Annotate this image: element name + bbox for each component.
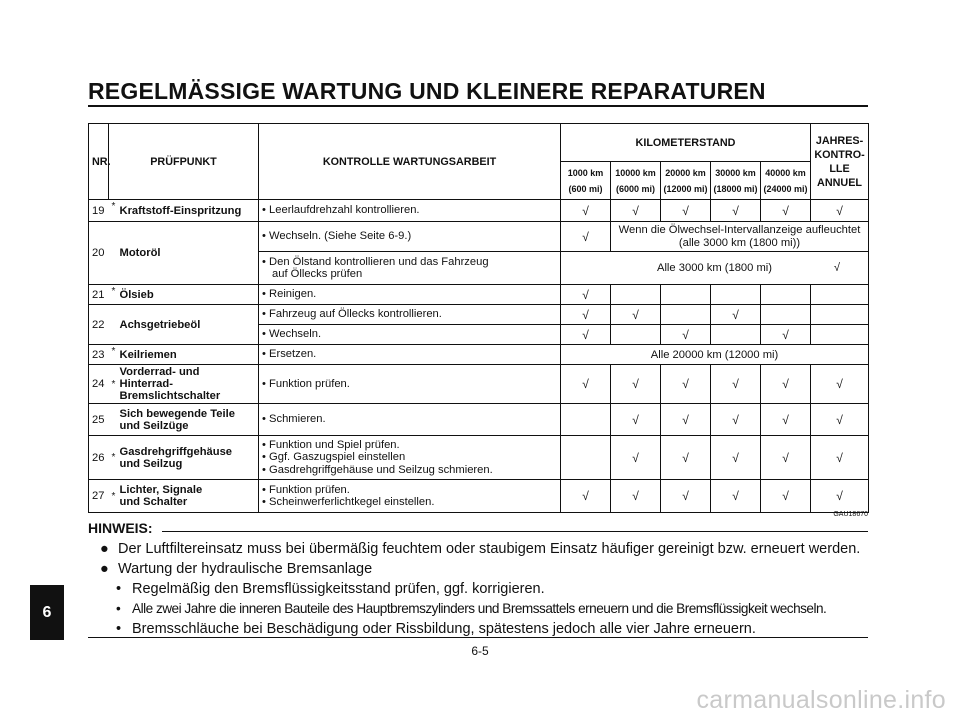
work-text: • Reinigen. — [259, 285, 561, 305]
km-value: 1000 km — [567, 167, 604, 178]
check-mark: √ — [661, 325, 711, 345]
table-row — [89, 200, 869, 222]
work-text: • Schmieren. — [259, 404, 561, 436]
note-subitem — [100, 599, 880, 619]
work-text — [259, 436, 561, 480]
interval-note: Alle 20000 km (12000 mi) — [561, 345, 869, 365]
check-item — [117, 480, 259, 513]
check-mark: √ — [711, 404, 761, 436]
star-mark: * — [109, 365, 117, 404]
row-number: 22 — [89, 305, 109, 345]
work-text: • Funktion prüfen. — [259, 365, 561, 404]
header-km-1000 — [561, 162, 611, 200]
work-line: auf Öllecks prüfen — [272, 268, 363, 280]
work-text — [259, 252, 561, 285]
item-line: Lichter, Signale — [119, 484, 203, 496]
work-line: • Den Ölstand kontrollieren und das Fahrzeug — [262, 255, 489, 268]
check-mark: √ — [833, 262, 841, 274]
check-mark: √ — [811, 436, 869, 480]
note-text: Wartung der hydraulische Bremsanlage — [118, 561, 373, 577]
check-item — [117, 404, 259, 436]
table-row — [89, 285, 869, 305]
hinweis-label: HINWEIS: — [88, 520, 153, 536]
check-item: Ölsieb — [117, 285, 259, 305]
check-mark: √ — [611, 305, 661, 325]
work-text: • Fahrzeug auf Öllecks kontrollieren. — [259, 305, 561, 325]
header-kontrolle: KONTROLLE WARTUNGSARBEIT — [259, 124, 561, 200]
page-number: 6-5 — [471, 644, 489, 658]
check-mark: √ — [561, 305, 611, 325]
row-number: 26 — [89, 436, 109, 480]
bullet-icon: ● — [100, 541, 109, 557]
work-line: • Scheinwerferlichtkegel einstellen. — [262, 496, 435, 508]
item-line: und Schalter — [119, 496, 188, 508]
table-row — [89, 305, 869, 325]
check-mark: √ — [561, 365, 611, 404]
footer-rule — [88, 637, 868, 638]
check-mark: √ — [761, 480, 811, 513]
check-mark: √ — [811, 200, 869, 222]
check-item: Achsgetriebeöl — [117, 305, 259, 345]
work-text: • Ersetzen. — [259, 345, 561, 365]
row-number: 21 — [89, 285, 109, 305]
km-value: 10000 km — [615, 167, 656, 178]
row-number: 20 — [89, 222, 109, 285]
check-mark: √ — [661, 365, 711, 404]
bullet-icon: ● — [100, 561, 109, 577]
mi-value: (600 mi) — [568, 183, 603, 194]
header-km-40000 — [761, 162, 811, 200]
work-line: • Gasdrehgriffgehäuse und Seilzug schmieren. — [262, 463, 493, 476]
note-text: Alle zwei Jahre die inneren Bauteile des Hauptbremszylinders und Bremssattels erneuern und die Bremsflüssigkeit wechseln. — [132, 601, 827, 616]
check-mark: √ — [761, 200, 811, 222]
header-jahreskontrolle: JAHRES-KONTRO-LLE ANNUEL — [811, 124, 869, 200]
check-mark: √ — [561, 200, 611, 222]
item-line: Sich bewegende Teile — [119, 407, 235, 420]
check-mark: √ — [561, 325, 611, 345]
star-mark: * — [109, 345, 117, 365]
work-text: • Wechseln. (Siehe Seite 6-9.) — [259, 222, 561, 252]
title-rule — [88, 105, 868, 107]
note-item — [100, 539, 880, 559]
check-mark: √ — [711, 305, 761, 325]
row-number: 25 — [89, 404, 109, 436]
check-mark: √ — [811, 480, 869, 513]
note-text: Der Luftfiltereinsatz muss bei übermäßig feuchtem oder staubigem Einsatz häufiger gereinigt bzw. erneuert werden. — [118, 541, 861, 557]
check-mark: √ — [711, 200, 761, 222]
star-mark: * — [109, 200, 117, 222]
check-mark: √ — [561, 285, 611, 305]
check-mark: √ — [611, 365, 661, 404]
reference-code: GAU18670 — [833, 511, 868, 518]
row-number: 19 — [89, 200, 109, 222]
check-mark: √ — [661, 200, 711, 222]
table-row — [89, 345, 869, 365]
watermark-text: carmanualsonline.info — [696, 686, 946, 714]
work-line: • Ggf. Gaszugspiel einstellen — [262, 451, 406, 464]
check-mark: √ — [711, 480, 761, 513]
sub-bullet-icon: • — [116, 581, 122, 597]
page-title: REGELMÄSSIGE WARTUNG UND KLEINERE REPARATUREN — [88, 78, 766, 104]
check-mark: √ — [611, 436, 661, 480]
check-mark: √ — [561, 222, 611, 252]
chapter-tab: 6 — [30, 585, 64, 640]
check-mark: √ — [661, 404, 711, 436]
note-subitem — [100, 619, 880, 639]
header-kilometerstand: KILOMETERSTAND — [561, 124, 811, 162]
sub-bullet-icon: • — [116, 621, 122, 637]
check-mark: √ — [611, 404, 661, 436]
check-mark: √ — [761, 436, 811, 480]
check-item: Kraftstoff-Einspritzung — [117, 200, 259, 222]
sub-bullet-icon: • — [116, 601, 121, 616]
work-text — [259, 480, 561, 513]
check-mark: √ — [811, 365, 869, 404]
note-subitem — [100, 579, 880, 599]
check-mark: √ — [561, 480, 611, 513]
note-text: Regelmäßig den Bremsflüssigkeitsstand prüfen, ggf. korrigieren. — [132, 581, 545, 597]
table-row — [89, 404, 869, 436]
interval-note — [561, 252, 869, 285]
row-number: 24 — [89, 365, 109, 404]
table-row — [89, 436, 869, 480]
work-text: • Wechseln. — [259, 325, 561, 345]
interval-text: Alle 3000 km (1800 mi) — [656, 262, 773, 274]
header-km-20000 — [661, 162, 711, 200]
item-line: Gasdrehgriffgehäuse — [119, 445, 233, 458]
header-pruefpunkt: PRÜFPUNKT — [109, 124, 259, 200]
row-number: 27 — [89, 480, 109, 513]
mi-value: (6000 mi) — [615, 183, 656, 194]
header-km-10000 — [611, 162, 661, 200]
maintenance-table — [88, 123, 869, 513]
check-mark: √ — [711, 365, 761, 404]
mi-value: (24000 mi) — [763, 183, 808, 194]
work-text: • Leerlaufdrehzahl kontrollieren. — [259, 200, 561, 222]
star-mark: * — [109, 480, 117, 513]
row-number: 23 — [89, 345, 109, 365]
table-row — [89, 222, 869, 252]
check-mark: √ — [611, 200, 661, 222]
km-value: 20000 km — [665, 167, 706, 178]
check-item: Motoröl — [117, 222, 259, 285]
item-line: und Seilzüge — [119, 419, 189, 432]
star-mark — [109, 404, 117, 436]
check-mark: √ — [611, 480, 661, 513]
check-mark: √ — [761, 325, 811, 345]
star-mark — [109, 222, 117, 285]
interval-note: Wenn die Ölwechsel-Intervallanzeige aufleuchtet (alle 3000 km (1800 mi)) — [611, 222, 869, 252]
mi-value: (18000 mi) — [713, 183, 758, 194]
check-item — [117, 436, 259, 480]
km-value: 30000 km — [715, 167, 756, 178]
item-line: und Seilzug — [119, 457, 183, 470]
check-mark: √ — [661, 480, 711, 513]
check-item — [117, 365, 259, 404]
star-mark: * — [109, 436, 117, 480]
check-mark: √ — [661, 436, 711, 480]
work-line: • Funktion und Spiel prüfen. — [262, 438, 400, 451]
item-line: Vorderrad- und Hinterrad- — [119, 366, 200, 390]
check-mark: √ — [811, 404, 869, 436]
check-mark: √ — [761, 365, 811, 404]
mi-value: (12000 mi) — [663, 183, 708, 194]
table-row — [89, 480, 869, 513]
note-text: Bremsschläuche bei Beschädigung oder Rissbildung, spätestens jedoch alle vier Jahre erneuern. — [132, 621, 756, 637]
star-mark: * — [109, 285, 117, 305]
table-row — [89, 365, 869, 404]
km-value: 40000 km — [765, 167, 806, 178]
header-nr: NR. — [89, 124, 109, 200]
header-km-30000 — [711, 162, 761, 200]
hinweis-notes — [100, 539, 880, 639]
hinweis-rule — [162, 531, 868, 532]
note-item — [100, 559, 880, 579]
check-mark: √ — [761, 404, 811, 436]
check-mark: √ — [711, 436, 761, 480]
work-line: • Funktion prüfen. — [262, 483, 350, 496]
check-item: Keilriemen — [117, 345, 259, 365]
star-mark — [109, 305, 117, 345]
item-line: Bremslichtschalter — [119, 390, 221, 402]
